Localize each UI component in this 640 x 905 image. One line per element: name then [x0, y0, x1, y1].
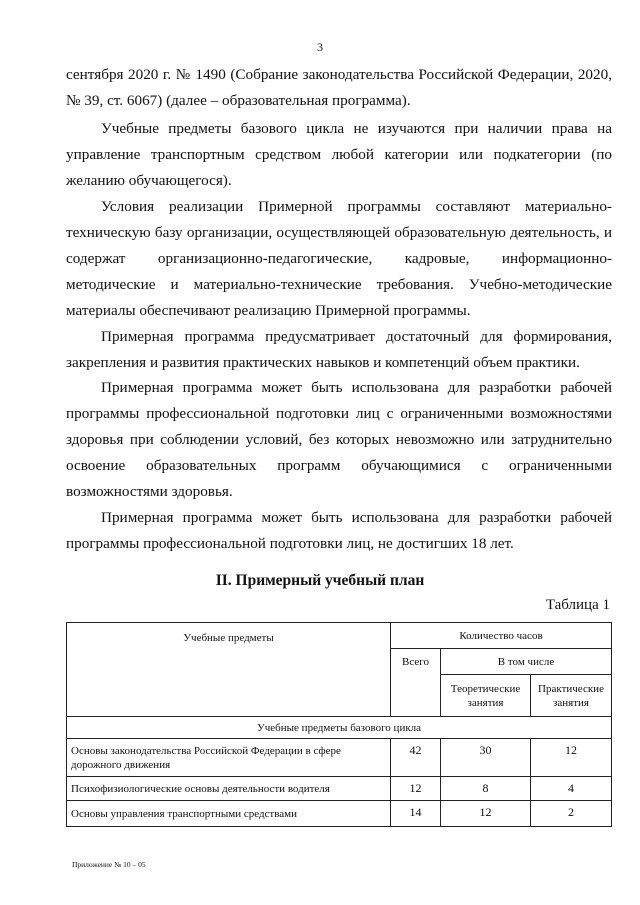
- subject-cell: Психофизиологические основы деятельности водителя: [67, 777, 391, 801]
- paragraph-text: сентября 2020 г. № 1490 (Собрание законодательства Российской Федерации, 2020, № 39, ст. 6067) (далее – образовательная программа).: [66, 66, 612, 109]
- paragraph-text: Учебные предметы базового цикла не изучаются при наличии права на управление транспортным средством любой категории или подкатегории (по желанию обучающегося).: [66, 120, 612, 189]
- practice-cell: 2: [531, 801, 612, 827]
- table-row: [67, 777, 612, 801]
- practice-cell: 12: [531, 739, 612, 777]
- table-caption: Таблица 1: [545, 597, 610, 613]
- subject-cell: Основы законодательства Российской Федерации в сфере дорожного движения: [67, 739, 391, 777]
- paragraph-text: Примерная программа предусматривает достаточный для формирования, закрепления и развития практических навыков и компетенций объем практики.: [66, 328, 612, 371]
- subject-cell: Основы управления транспортными средствами: [67, 801, 391, 827]
- theory-cell: 12: [441, 801, 531, 827]
- theory-cell: 8: [441, 777, 531, 801]
- header-practice: Практические занятия: [531, 675, 612, 717]
- practice-cell: 4: [531, 777, 612, 801]
- group-title: Учебные предметы базового цикла: [67, 717, 612, 739]
- paragraph-text: Примерная программа может быть использована для разработки рабочей программы профессиональной подготовки лиц, не достигших 18 лет.: [66, 509, 612, 552]
- header-hours: Количество часов: [391, 623, 612, 649]
- paragraph-1: [66, 62, 612, 114]
- total-cell: 12: [391, 777, 441, 801]
- paragraph-text: Условия реализации Примерной программы составляют материально-техническую базу организации, осуществляющей образовательную деятельность, и содержат организационно-педагогические, кадровые, информационно-методические и материально-технические требования. Учебно-методические материалы обеспечивают реализацию Примерной программы.: [66, 198, 612, 319]
- header-including: В том числе: [441, 649, 612, 675]
- paragraph-3: [66, 194, 612, 324]
- table-row: [67, 801, 612, 827]
- header-total: Всего: [391, 649, 441, 717]
- section-title: II. Примерный учебный план: [215, 572, 425, 589]
- paragraph-text: Примерная программа может быть использована для разработки рабочей программы профессиональной подготовки лиц с ограниченными возможностями здоровья при соблюдении условий, без которых невозможно или затруднительно освоение образовательных программ обучающимися с ограниченными возможностями здоровья.: [66, 379, 612, 500]
- page-number: 3: [317, 40, 323, 54]
- theory-cell: 30: [441, 739, 531, 777]
- paragraph-4: [66, 324, 612, 376]
- header-subjects: Учебные предметы: [67, 623, 391, 717]
- paragraph-2: [66, 116, 612, 194]
- table-row: [67, 739, 612, 777]
- header-theory: Теоретические занятия: [441, 675, 531, 717]
- paragraph-6: [66, 505, 612, 557]
- curriculum-table: [66, 622, 612, 827]
- total-cell: 14: [391, 801, 441, 827]
- page-footer: Приложение № 10 – 05: [72, 860, 146, 869]
- paragraph-5: [66, 375, 612, 505]
- total-cell: 42: [391, 739, 441, 777]
